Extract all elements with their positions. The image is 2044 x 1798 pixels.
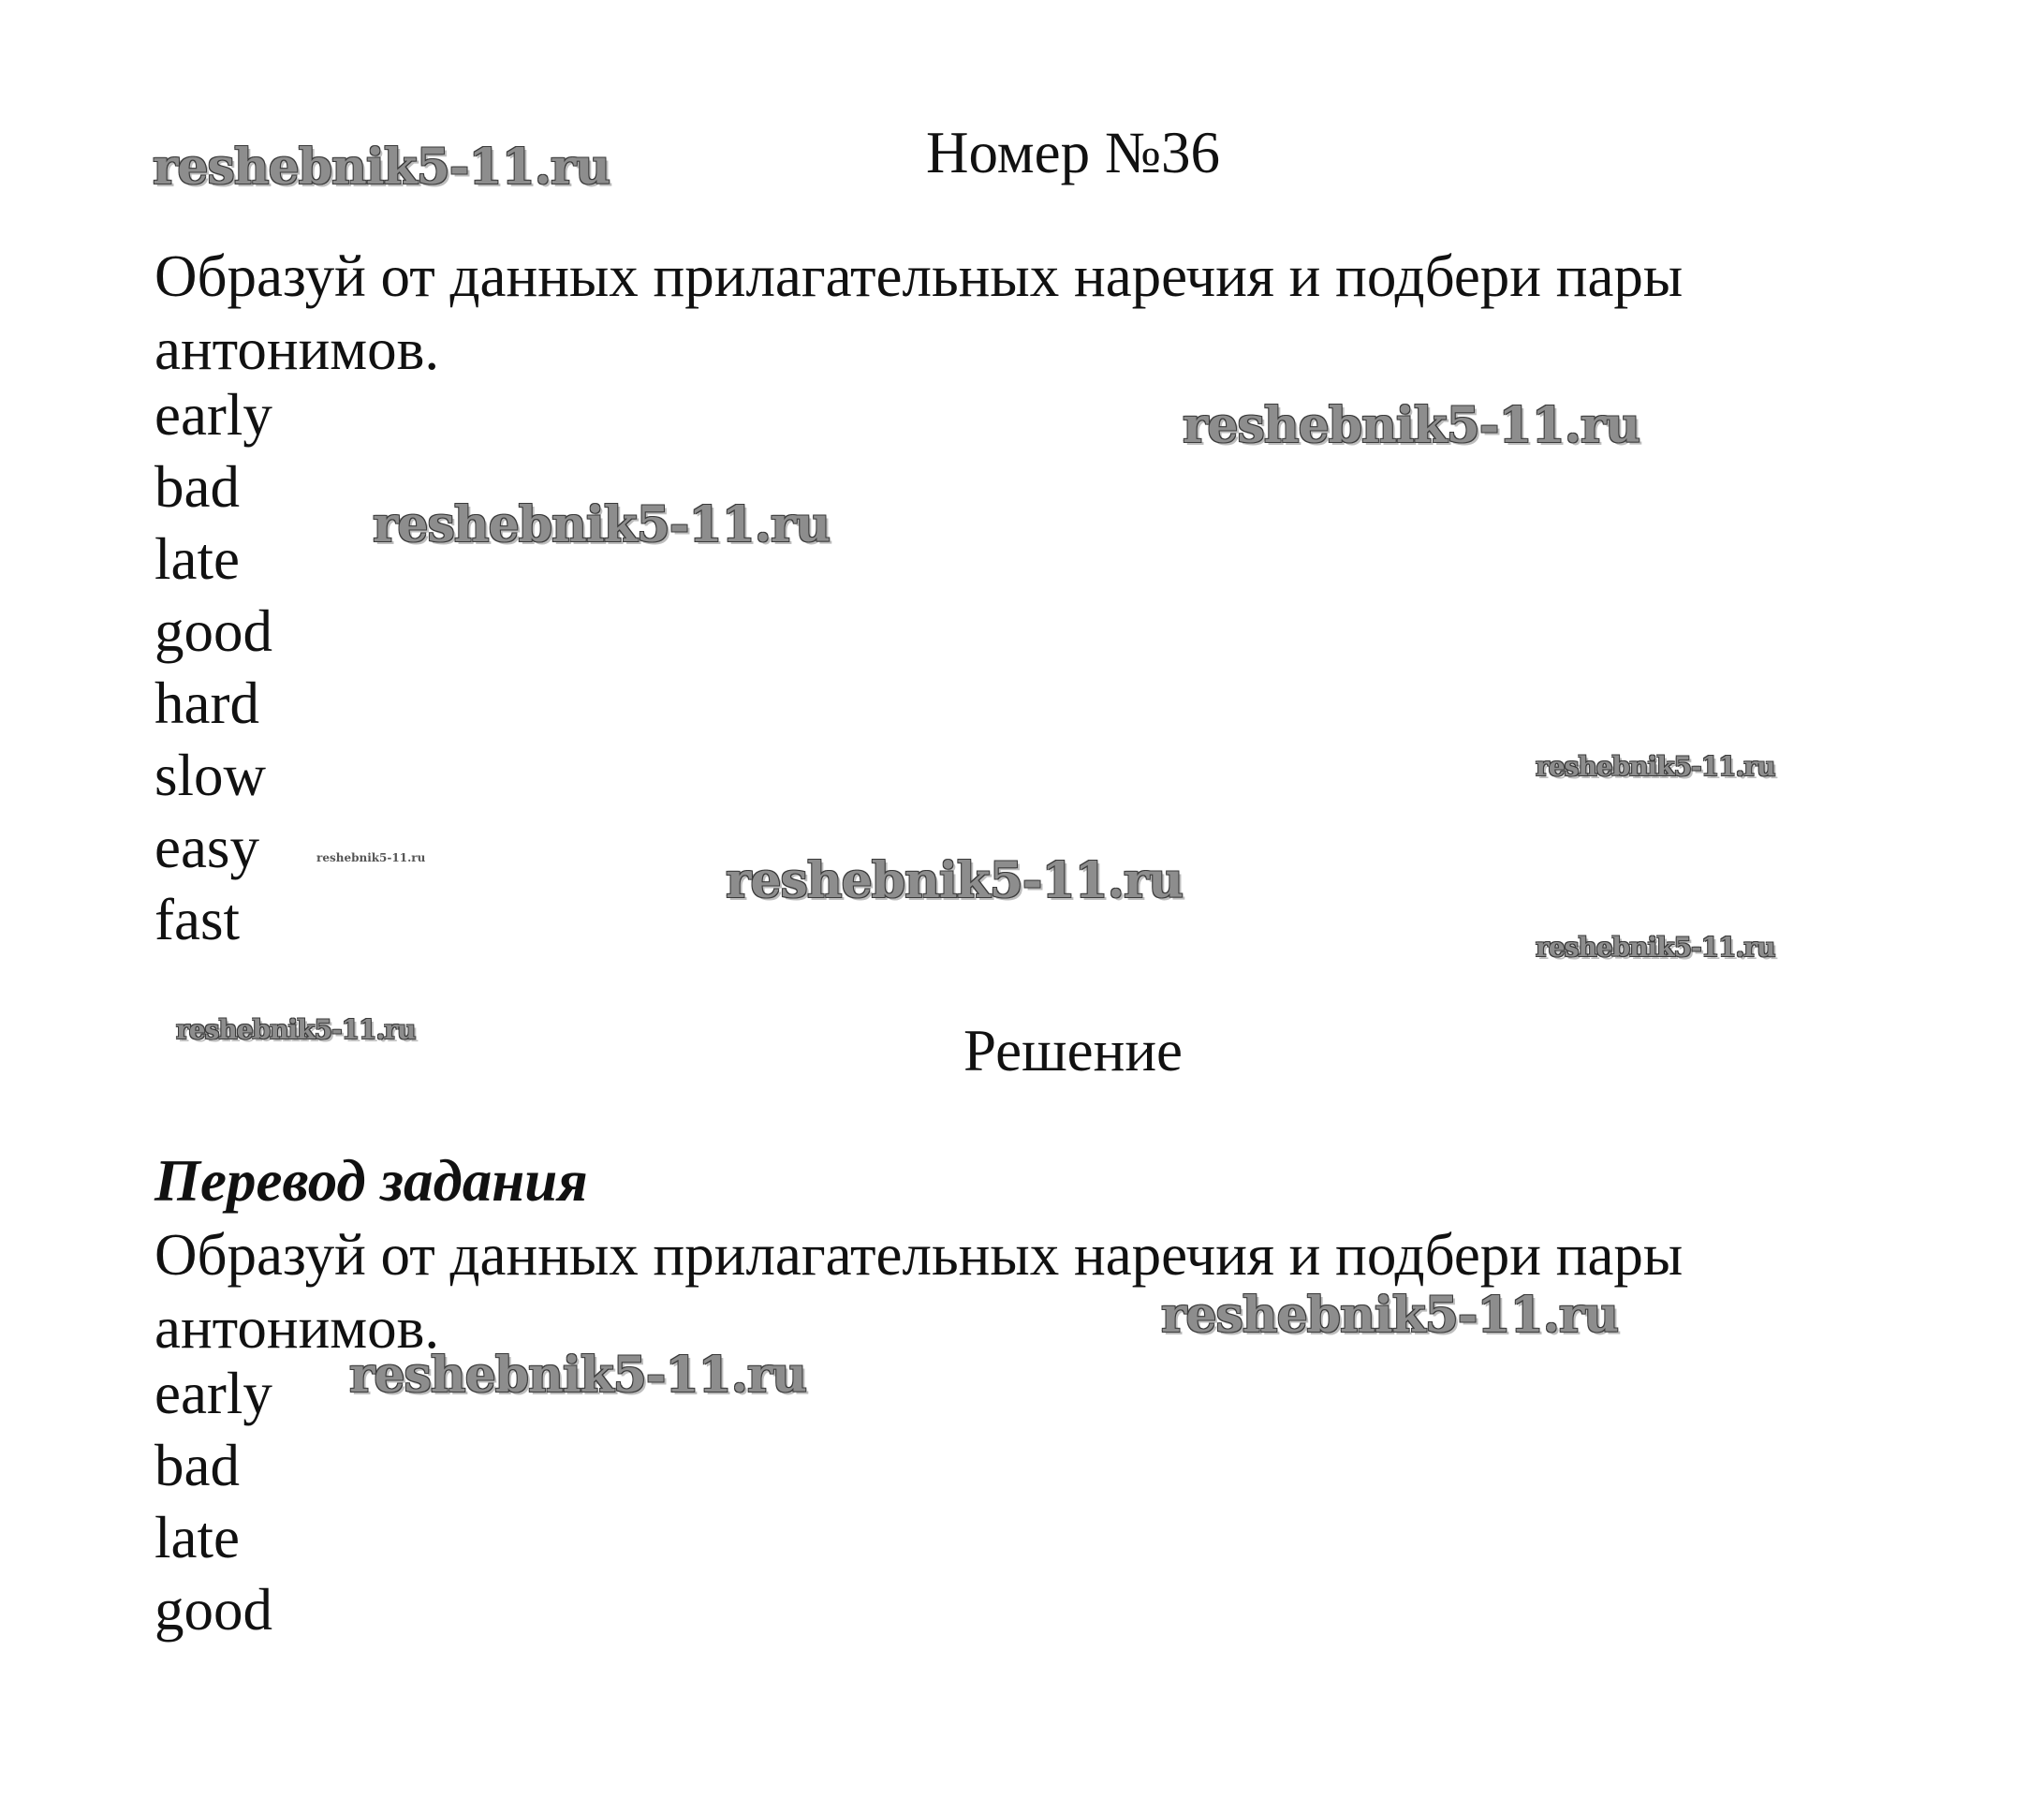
page-title: Номер №36 [926, 120, 1220, 185]
task-text: Образуй от данных прилагательных наречия и подбери пары антонимов. [154, 243, 1684, 382]
task-word-list [154, 379, 272, 956]
watermark: reshebnik5-11.ru [373, 496, 831, 553]
watermark: reshebnik5-11.ru [349, 1347, 807, 1404]
list-item: easy [154, 815, 259, 880]
solution-word-list [154, 1358, 272, 1646]
list-item: good [154, 598, 272, 664]
watermark: reshebnik5-11.ru [1536, 751, 1775, 782]
watermark: reshebnik5-11.ru [153, 139, 610, 196]
list-item: early [154, 1361, 272, 1426]
list-item: hard [154, 671, 259, 736]
watermark: reshebnik5-11.ru [1183, 397, 1640, 454]
list-item: late [154, 526, 240, 592]
list-item: early [154, 382, 272, 448]
translation-heading: Перевод задания [154, 1148, 588, 1214]
watermark: reshebnik5-11.ru [176, 1014, 416, 1045]
list-item: slow [154, 743, 267, 808]
solution-text: Образуй от данных прилагательных наречия и подбери пары антонимов. [154, 1222, 1684, 1361]
list-item: late [154, 1505, 240, 1570]
list-item: fast [154, 887, 240, 952]
solution-heading: Решение [963, 1018, 1184, 1083]
list-item: good [154, 1577, 272, 1643]
list-item: bad [154, 1433, 240, 1498]
watermark: reshebnik5-11.ru [316, 851, 426, 864]
watermark: reshebnik5-11.ru [1161, 1287, 1619, 1344]
watermark: reshebnik5-11.ru [726, 852, 1184, 909]
list-item: bad [154, 454, 240, 520]
watermark: reshebnik5-11.ru [1536, 932, 1775, 963]
